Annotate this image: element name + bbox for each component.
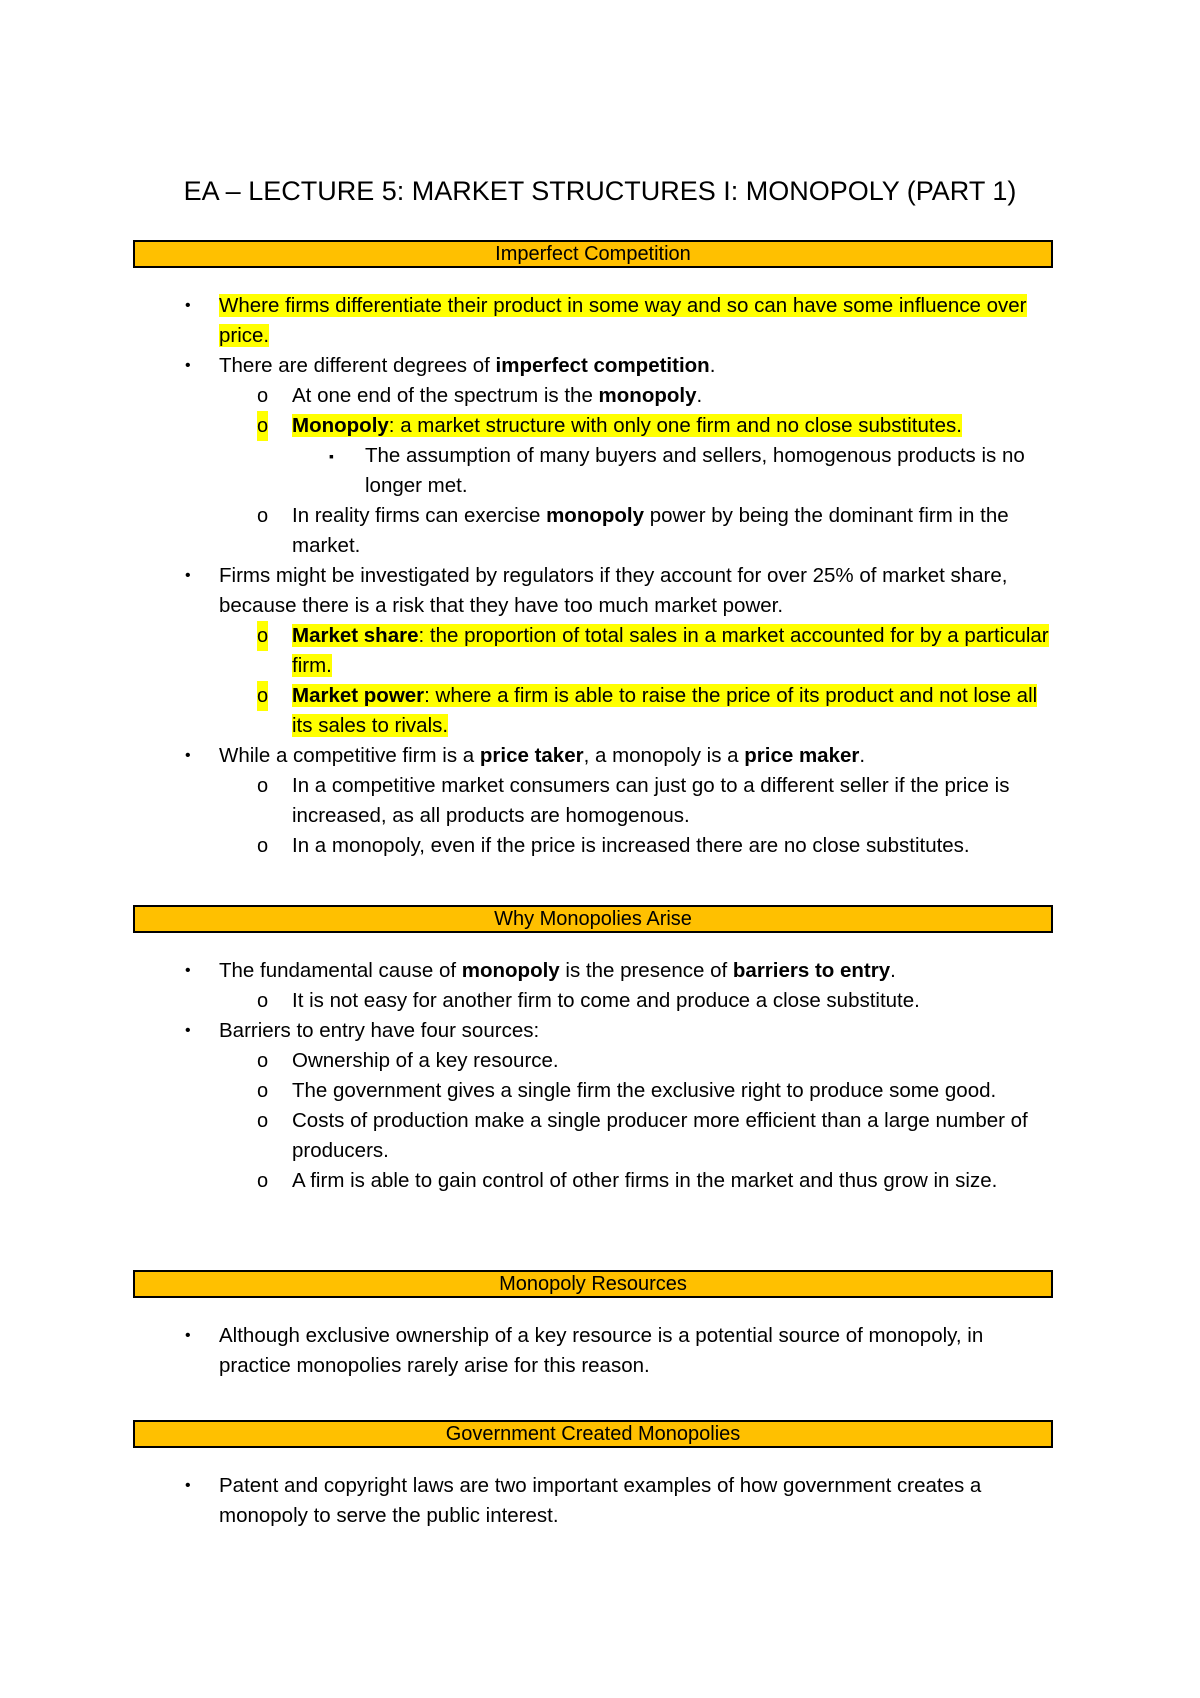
list-text: , a monopoly is a (583, 744, 745, 767)
list-text: In a monopoly, even if the price is increased there are no close substitutes. (292, 834, 970, 857)
circle-marker: o (257, 1170, 269, 1192)
highlighted-text (292, 624, 1049, 677)
bold-term: monopoly (598, 384, 697, 407)
list-text: is the presence of (559, 959, 733, 982)
list-item (133, 956, 1053, 986)
list-text: Costs of production make a single producer more efficient than a large number of producers. (292, 1109, 1028, 1162)
list-item (133, 1166, 1053, 1196)
list-item (133, 986, 1053, 1016)
bold-term: Monopoly (292, 414, 389, 437)
circle-marker: o (257, 411, 268, 441)
bullet-marker: • (185, 297, 191, 314)
bold-term: barriers to entry (732, 959, 891, 982)
highlighted-text (292, 414, 962, 437)
bold-term: imperfect competition (495, 354, 710, 377)
bullet-marker: • (185, 1022, 191, 1039)
bullet-marker: • (185, 747, 191, 764)
list-item (133, 441, 1053, 501)
circle-marker: o (257, 1110, 269, 1132)
bold-term: price taker (479, 744, 584, 767)
bold-term: monopoly (461, 959, 560, 982)
highlighted-text (292, 684, 1037, 737)
bullet-marker: • (185, 567, 191, 584)
list-text: power by being the dominant firm in the market. (292, 504, 1009, 557)
section-header: Imperfect Competition (133, 240, 1053, 268)
list-item (133, 621, 1053, 681)
section-header: Government Created Monopolies (133, 1420, 1053, 1448)
document-title: EA – LECTURE 5: MARKET STRUCTURES I: MONOPOLY (PART 1) (183, 176, 1017, 206)
list-text: A firm is able to gain control of other firms in the market and thus grow in size. (292, 1169, 998, 1192)
section-government-created-monopolies (133, 1420, 1053, 1531)
definition-text: : where a firm is able to raise the price of its product and not lose all its sales to rivals. (292, 684, 1038, 737)
list-text: Firms might be investigated by regulators if they account for over 25% of market share, because there is a risk that they have too much market power. (219, 564, 1008, 617)
list-text: At one end of the spectrum is the (292, 384, 599, 407)
section-imperfect-competition (133, 240, 1053, 861)
list-text: The assumption of many buyers and sellers, homogenous products is no longer met. (365, 444, 1025, 497)
list-item (133, 771, 1053, 831)
list-text: . (696, 384, 703, 407)
bullet-marker: • (185, 962, 191, 979)
circle-marker: o (257, 775, 269, 797)
list-item (133, 1471, 1053, 1531)
list-text: . (709, 354, 716, 377)
list-item (133, 1016, 1053, 1046)
list-item (133, 411, 1053, 441)
highlighted-text: Where firms differentiate their product in some way and so can have some influence over price. (219, 294, 1027, 347)
list-item (133, 831, 1053, 861)
circle-marker: o (257, 990, 269, 1012)
section-header: Monopoly Resources (133, 1270, 1053, 1298)
circle-marker: o (257, 1050, 269, 1072)
list-text: In a competitive market consumers can just go to a different seller if the price is increased, as all products are homogenous. (292, 774, 1010, 827)
definition-text: : a market structure with only one firm and no close substitutes. (388, 414, 962, 437)
list-text: . (859, 744, 866, 767)
circle-marker: o (257, 621, 268, 651)
list-item (133, 1076, 1053, 1106)
bold-term: Market power (292, 684, 425, 707)
circle-marker: o (257, 505, 269, 527)
list-text: While a competitive firm is a (219, 744, 480, 767)
bullet-marker: • (185, 357, 191, 374)
list-text: Barriers to entry have four sources: (219, 1019, 540, 1042)
list-text: The fundamental cause of (219, 959, 462, 982)
section-why-monopolies-arise (133, 905, 1053, 1196)
square-marker: ▪ (329, 448, 334, 464)
list-text: In reality firms can exercise (292, 504, 547, 527)
list-item (133, 501, 1053, 561)
circle-marker: o (257, 681, 268, 711)
bold-term: Market share (292, 624, 419, 647)
circle-marker: o (257, 385, 269, 407)
list-text: Ownership of a key resource. (292, 1049, 559, 1072)
list-item (133, 291, 1053, 351)
list-text: Patent and copyright laws are two important examples of how government creates a monopoly to serve the public interest. (219, 1474, 982, 1527)
list-item (133, 741, 1053, 771)
bold-term: monopoly (546, 504, 644, 527)
circle-marker: o (257, 1080, 269, 1102)
list-item (133, 1321, 1053, 1381)
section-header: Why Monopolies Arise (133, 905, 1053, 933)
list-text: Although exclusive ownership of a key resource is a potential source of monopoly, in practice monopolies rarely arise for this reason. (219, 1324, 984, 1377)
list-item (133, 351, 1053, 381)
list-text: . (890, 959, 896, 982)
list-item (133, 681, 1053, 741)
definition-text: : the proportion of total sales in a market accounted for by a particular firm. (292, 624, 1049, 677)
list-item (133, 381, 1053, 411)
list-item (133, 1106, 1053, 1166)
circle-marker: o (257, 835, 269, 857)
bold-term: price maker (744, 744, 860, 767)
section-monopoly-resources (133, 1270, 1053, 1381)
bullet-marker: • (185, 1477, 191, 1494)
list-item (133, 1046, 1053, 1076)
bullet-marker: • (185, 1327, 191, 1344)
list-text: There are different degrees of (219, 354, 496, 377)
list-text: It is not easy for another firm to come and produce a close substitute. (292, 989, 920, 1012)
list-text: The government gives a single firm the exclusive right to produce some good. (292, 1079, 997, 1102)
list-item (133, 561, 1053, 621)
